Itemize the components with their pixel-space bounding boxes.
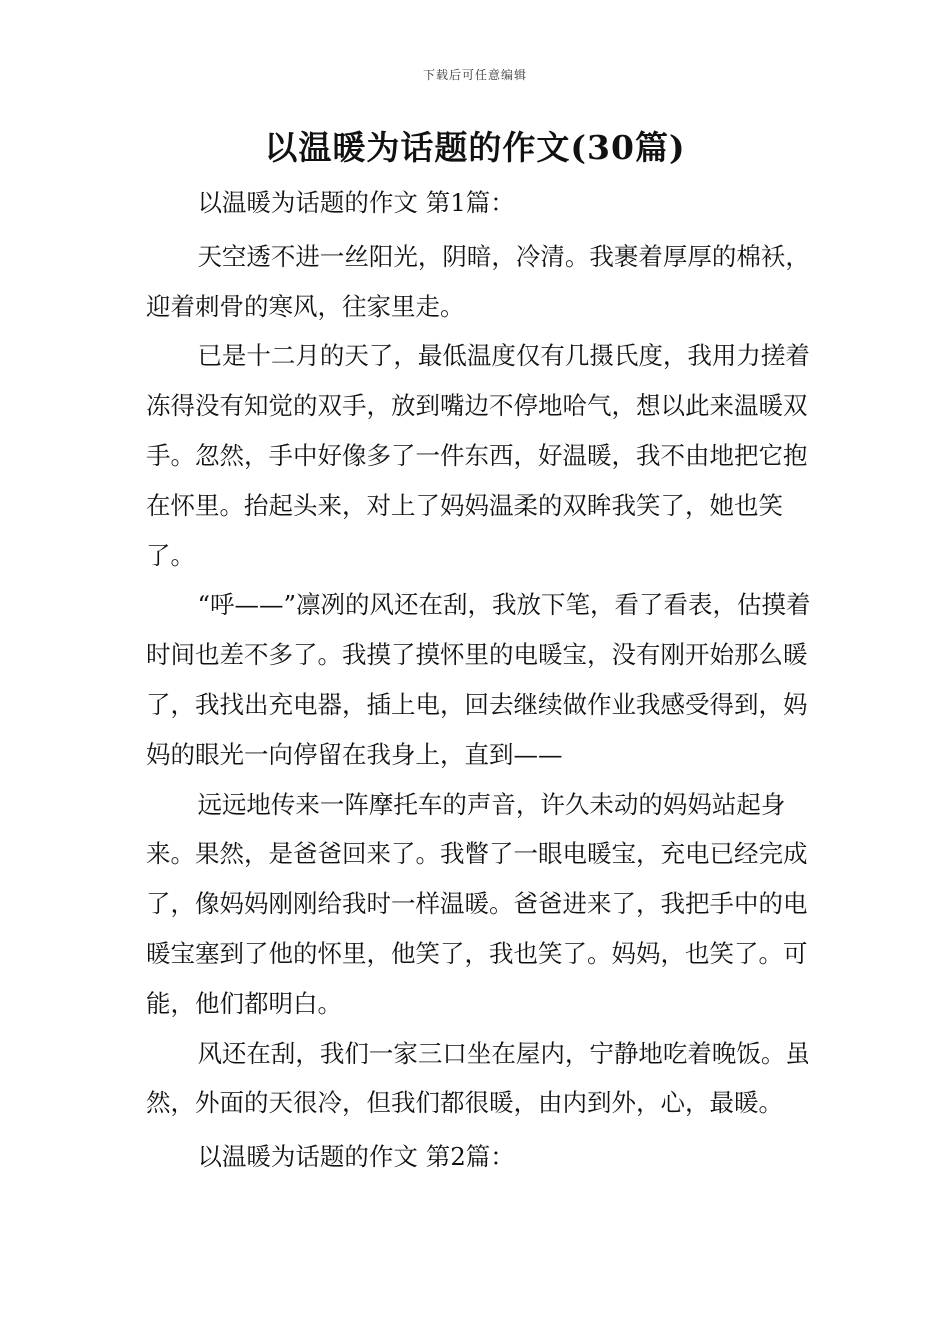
document-title: 以温暖为话题的作文(30篇) xyxy=(264,128,686,167)
paragraph: 已是十二月的天了，最低温度仅有几摄氏度，我用力搓着冻得没有知觉的双手，放到嘴边不停地哈气，想以此来温暖双手。忽然，手中好像多了一件东西，好温暖，我不由地把它抱在怀里。抬起头来，对上了妈妈温柔的双眸我笑了，她也笑了。 xyxy=(146,341,810,570)
paragraph: 天空透不进一丝阳光，阴暗，冷清。我裹着厚厚的棉袄，迎着刺骨的寒风，往家里走。 xyxy=(146,241,810,321)
section-heading-1: 以温暖为话题的作文 第1篇： xyxy=(197,188,515,217)
document-body xyxy=(146,178,816,1182)
header-note: 下载后可任意编辑 xyxy=(422,68,527,82)
paragraph: 风还在刮，我们一家三口坐在屋内，宁静地吃着晚饭。虽然，外面的天很冷，但我们都很暖，由内到外，心，最暖。 xyxy=(146,1038,810,1118)
paragraph: 远远地传来一阵摩托车的声音，许久未动的妈妈站起身来。果然，是爸爸回来了。我瞥了一眼电暖宝，充电已经完成了，像妈妈刚刚给我时一样温暖。爸爸进来了，我把手中的电暖宝塞到了他的怀里，他笑了，我也笑了。妈妈，也笑了。可能，他们都明白。 xyxy=(146,789,808,1018)
paragraph: “呼——”凛冽的风还在刮，我放下笔，看了看表，估摸着时间也差不多了。我摸了摸怀里的电暖宝，没有刚开始那么暖了，我找出充电器，插上电，回去继续做作业我感受得到，妈妈的眼光一向停留在我身上，直到—— xyxy=(146,590,811,769)
section-heading-2: 以温暖为话题的作文 第2篇： xyxy=(197,1142,515,1172)
